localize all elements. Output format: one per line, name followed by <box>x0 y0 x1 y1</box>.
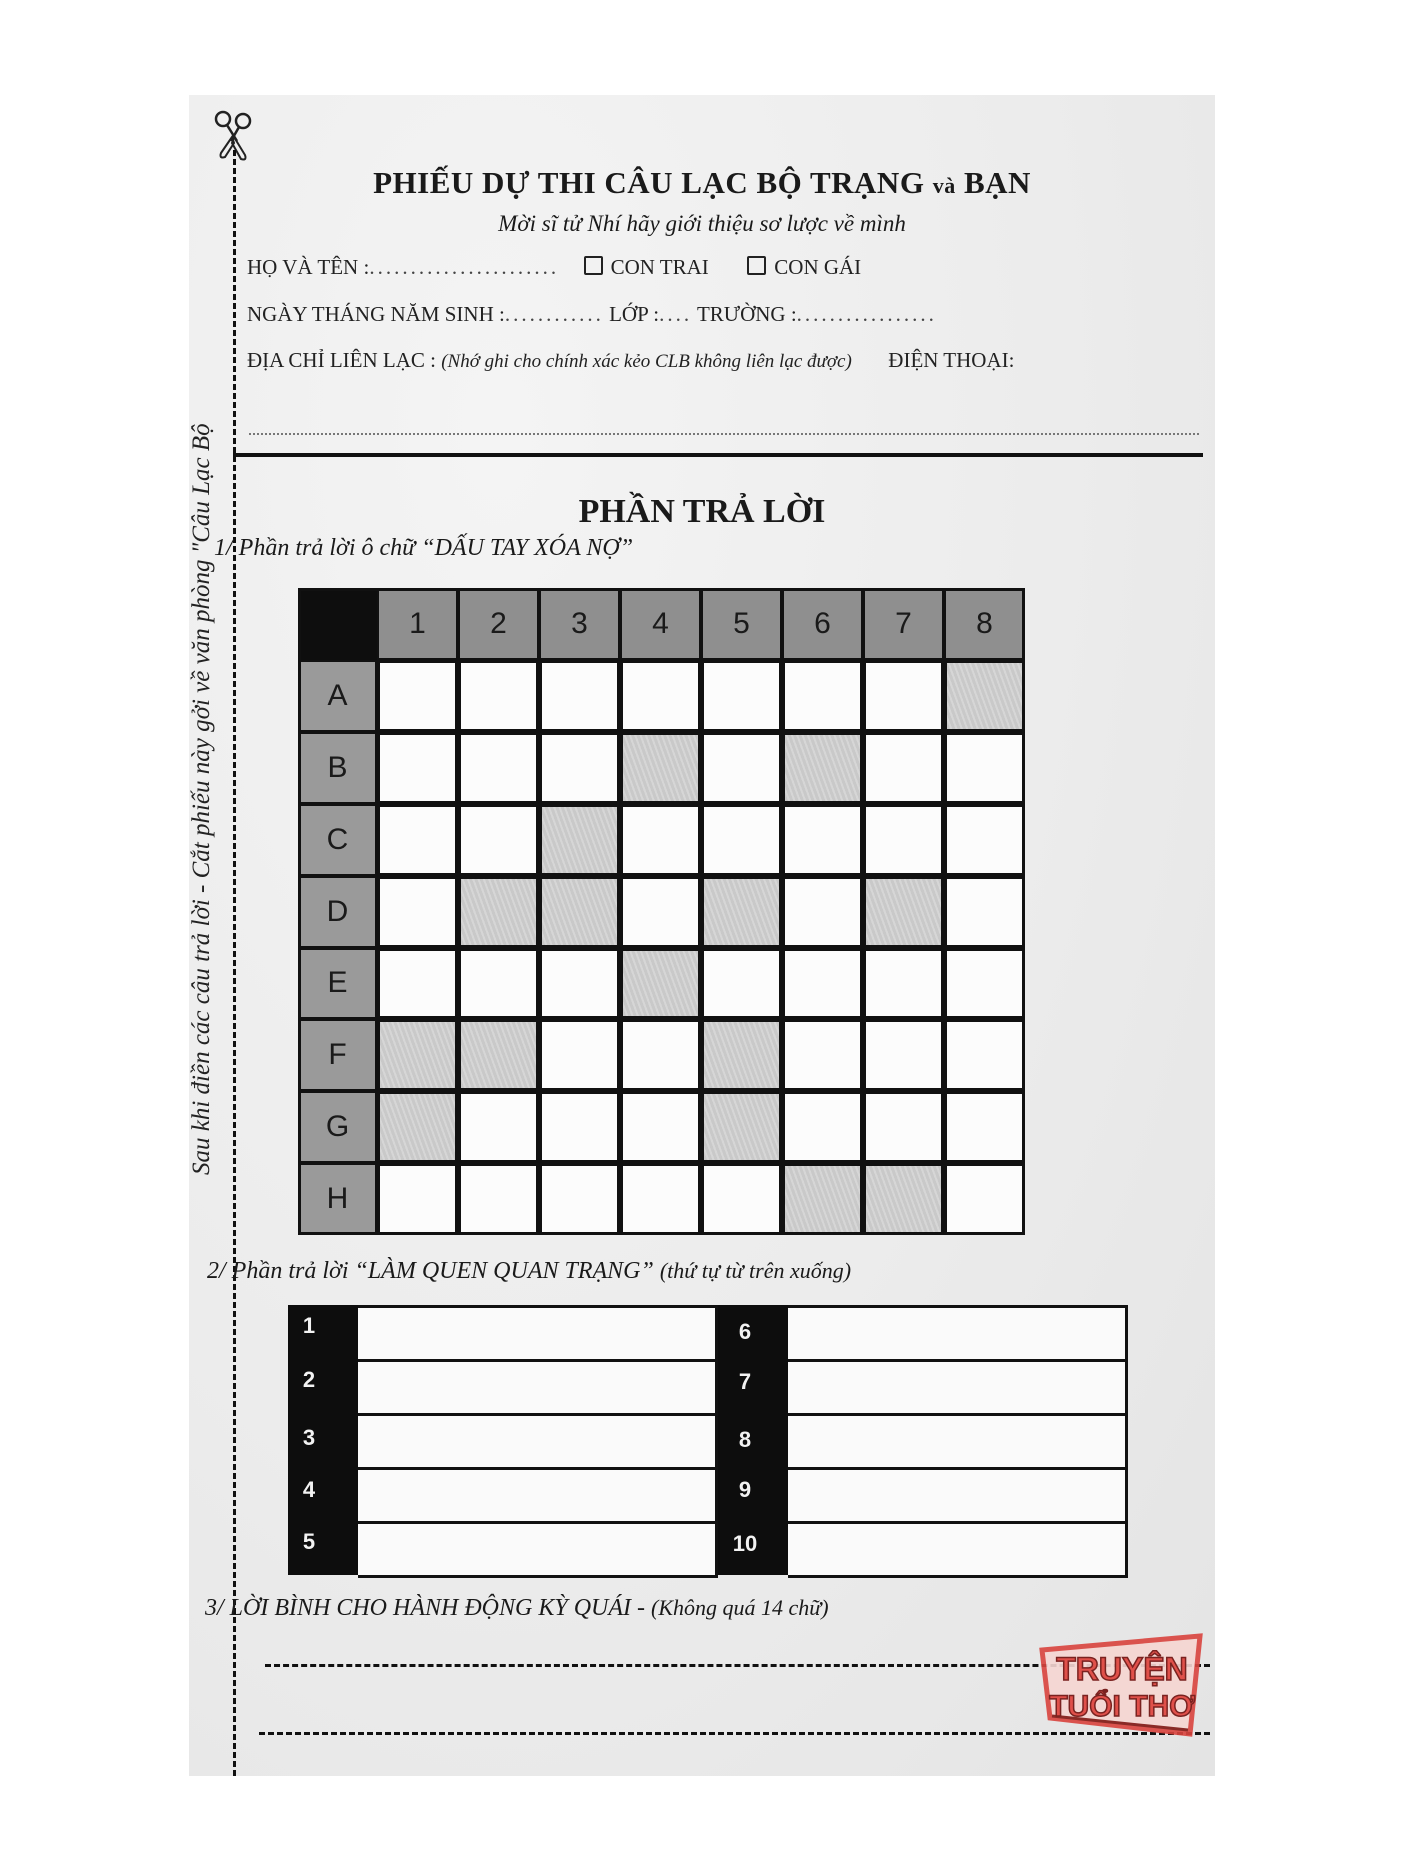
address-label: ĐỊA CHỈ LIÊN LẠC : <box>247 348 436 372</box>
crossword-cell[interactable] <box>539 732 620 804</box>
crossword-cell-shaded[interactable] <box>782 732 863 804</box>
answer-input-right[interactable] <box>788 1413 1128 1470</box>
crossword-cell[interactable] <box>458 1163 539 1235</box>
gender-option-boy-label: CON TRAI <box>610 255 709 279</box>
answer-input-right[interactable] <box>788 1467 1128 1524</box>
crossword-cell[interactable] <box>377 1163 458 1235</box>
crossword-cell[interactable] <box>701 732 782 804</box>
answer-number: 1 <box>302 1313 316 1338</box>
row-header: F <box>298 1019 377 1091</box>
entry-form-page <box>189 95 1215 1776</box>
answer-input-right[interactable] <box>788 1305 1128 1362</box>
birth-label: NGÀY THÁNG NĂM SINH : <box>247 302 505 326</box>
crossword-cell[interactable] <box>863 1019 944 1091</box>
row-header: B <box>298 732 377 804</box>
crossword-cell[interactable] <box>782 1091 863 1163</box>
crossword-cell[interactable] <box>458 948 539 1020</box>
column-header: 3 <box>539 588 620 660</box>
column-header: 1 <box>377 588 458 660</box>
crossword-grid <box>298 588 1025 1235</box>
crossword-cell[interactable] <box>377 876 458 948</box>
school-label: TRƯỜNG : <box>696 302 797 326</box>
crossword-cell[interactable] <box>944 1163 1025 1235</box>
answer-number: 5 <box>302 1529 316 1554</box>
answer-input-right[interactable] <box>788 1359 1128 1416</box>
crossword-cell[interactable] <box>701 804 782 876</box>
answer-number: 4 <box>302 1477 316 1502</box>
answer-input-left[interactable] <box>358 1521 718 1578</box>
crossword-cell[interactable] <box>539 1091 620 1163</box>
crossword-cell[interactable] <box>539 660 620 732</box>
school-field[interactable]: ................. <box>796 302 937 326</box>
crossword-cell[interactable] <box>944 804 1025 876</box>
crossword-cell[interactable] <box>782 1019 863 1091</box>
address-note: (Nhớ ghi cho chính xác kẻo CLB không liên lạc được) <box>441 351 852 372</box>
answer-section-title: PHẦN TRẢ LỜI <box>578 493 826 530</box>
name-field[interactable]: ....................... <box>369 255 560 279</box>
crossword-cell[interactable] <box>944 876 1025 948</box>
question-3-note: (Không quá 14 chữ) <box>651 1595 829 1620</box>
title-main: PHIẾU DỰ THI CÂU LẠC BỘ TRẠNG <box>373 165 925 200</box>
crossword-cell[interactable] <box>620 1091 701 1163</box>
crossword-cell-shaded[interactable] <box>944 660 1025 732</box>
crossword-cell[interactable] <box>377 732 458 804</box>
column-header: 7 <box>863 588 944 660</box>
answer-number: 6 <box>738 1319 752 1344</box>
answer-input-left[interactable] <box>358 1467 718 1524</box>
name-row <box>247 255 861 280</box>
crossword-cell-shaded[interactable] <box>701 1091 782 1163</box>
crossword-cell[interactable] <box>539 1163 620 1235</box>
crossword-cell-shaded[interactable] <box>377 1091 458 1163</box>
address-field[interactable] <box>249 433 1199 435</box>
row-header: H <box>298 1163 377 1235</box>
checkbox-icon[interactable] <box>584 256 603 275</box>
form-subtitle: Mời sĩ tử Nhí hãy giới thiệu sơ lược về mình <box>498 211 906 236</box>
crossword-cell[interactable] <box>701 660 782 732</box>
question-1-label: 1/ Phần trả lời ô chữ “DẤU TAY XÓA NỢ” <box>214 535 634 561</box>
answer-numbers-left <box>288 1305 358 1575</box>
crossword-cell-shaded[interactable] <box>458 876 539 948</box>
crossword-cell[interactable] <box>620 1019 701 1091</box>
crossword-cell[interactable] <box>377 660 458 732</box>
cut-line <box>233 150 236 1776</box>
crossword-cell[interactable] <box>782 660 863 732</box>
crossword-cell[interactable] <box>701 1163 782 1235</box>
crossword-cell[interactable] <box>782 876 863 948</box>
answer-input-left[interactable] <box>358 1305 718 1362</box>
crossword-cell[interactable] <box>782 948 863 1020</box>
question-2-text: 2/ Phần trả lời “LÀM QUEN QUAN TRẠNG” <box>207 1258 654 1284</box>
question-2-label <box>207 1258 851 1285</box>
column-header: 8 <box>944 588 1025 660</box>
crossword-cell-shaded[interactable] <box>620 732 701 804</box>
answer-number: 9 <box>738 1477 752 1502</box>
answer-number: 8 <box>738 1427 752 1452</box>
row-header: E <box>298 948 377 1020</box>
question-3-text: 3/ LỜI BÌNH CHO HÀNH ĐỘNG KỲ QUÁI - <box>205 1595 646 1621</box>
crossword-cell[interactable] <box>944 732 1025 804</box>
crossword-cell-shaded[interactable] <box>539 876 620 948</box>
column-header: 2 <box>458 588 539 660</box>
truyen-tuoi-tho-logo <box>1030 1630 1210 1742</box>
crossword-cell[interactable] <box>377 804 458 876</box>
gender-option-girl-label: CON GÁI <box>774 255 862 279</box>
name-label: HỌ VÀ TÊN : <box>247 255 370 279</box>
crossword-cell[interactable] <box>620 1163 701 1235</box>
crossword-cell[interactable] <box>701 948 782 1020</box>
checkbox-icon[interactable] <box>747 256 766 275</box>
crossword-cell-shaded[interactable] <box>701 1019 782 1091</box>
phone-label: ĐIỆN THOẠI: <box>888 348 1015 372</box>
column-header: 6 <box>782 588 863 660</box>
birth-field[interactable]: ............ <box>504 302 604 326</box>
column-header: 4 <box>620 588 701 660</box>
answer-number: 7 <box>738 1369 752 1394</box>
answer-input-right[interactable] <box>788 1521 1128 1578</box>
crossword-cell[interactable] <box>944 1091 1025 1163</box>
answer-number: 10 <box>732 1531 758 1556</box>
crossword-cell[interactable] <box>458 732 539 804</box>
crossword-cell[interactable] <box>539 948 620 1020</box>
answer-input-left[interactable] <box>358 1359 718 1416</box>
row-header: D <box>298 876 377 948</box>
crossword-cell[interactable] <box>863 804 944 876</box>
crossword-cell-shaded[interactable] <box>863 1163 944 1235</box>
crossword-cell[interactable] <box>458 660 539 732</box>
crossword-cell[interactable] <box>944 1019 1025 1091</box>
grid-corner <box>298 588 377 660</box>
cut-instruction: Sau khi điền các câu trả lời - Cắt phiếu này gởi về văn phòng "Câu Lạc Bộ <box>188 423 215 1175</box>
question-2-note: (thứ tự từ trên xuống) <box>659 1258 852 1283</box>
gender-option-girl[interactable] <box>747 255 861 279</box>
crossword-cell[interactable] <box>458 804 539 876</box>
title-end: BẠN <box>963 165 1031 200</box>
crossword-cell-shaded[interactable] <box>782 1163 863 1235</box>
crossword-cell[interactable] <box>377 948 458 1020</box>
form-title <box>189 165 1215 201</box>
crossword-cell[interactable] <box>863 948 944 1020</box>
crossword-cell-shaded[interactable] <box>620 948 701 1020</box>
crossword-cell-shaded[interactable] <box>701 876 782 948</box>
class-label: LỚP : <box>609 302 660 326</box>
crossword-cell[interactable] <box>863 732 944 804</box>
crossword-cell[interactable] <box>539 1019 620 1091</box>
crossword-cell[interactable] <box>863 660 944 732</box>
crossword-cell-shaded[interactable] <box>377 1019 458 1091</box>
gender-option-boy[interactable] <box>584 255 709 279</box>
row-header: A <box>298 660 377 732</box>
crossword-cell[interactable] <box>458 1091 539 1163</box>
crossword-cell[interactable] <box>620 660 701 732</box>
address-row <box>247 348 1014 373</box>
crossword-cell-shaded[interactable] <box>539 804 620 876</box>
crossword-cell[interactable] <box>620 804 701 876</box>
question-3-label <box>205 1595 829 1622</box>
row-header: C <box>298 804 377 876</box>
title-va: và <box>932 173 956 198</box>
crossword-cell-shaded[interactable] <box>458 1019 539 1091</box>
crossword-cell[interactable] <box>782 804 863 876</box>
answer-table <box>288 1305 1128 1575</box>
logo-line-1: TRUYỆN <box>1056 1651 1188 1687</box>
answer-number: 2 <box>302 1367 316 1392</box>
birth-row <box>247 302 937 327</box>
column-header: 5 <box>701 588 782 660</box>
crossword-cell-shaded[interactable] <box>863 876 944 948</box>
crossword-cell[interactable] <box>944 948 1025 1020</box>
section-divider <box>233 453 1203 457</box>
answer-number: 3 <box>302 1425 316 1450</box>
crossword-cell[interactable] <box>620 876 701 948</box>
answer-numbers-right <box>718 1305 788 1575</box>
row-header: G <box>298 1091 377 1163</box>
answer-input-left[interactable] <box>358 1413 718 1470</box>
logo-line-2: TUỔI THƠ <box>1049 1690 1195 1723</box>
class-field[interactable]: .... <box>659 302 693 326</box>
crossword-cell[interactable] <box>863 1091 944 1163</box>
